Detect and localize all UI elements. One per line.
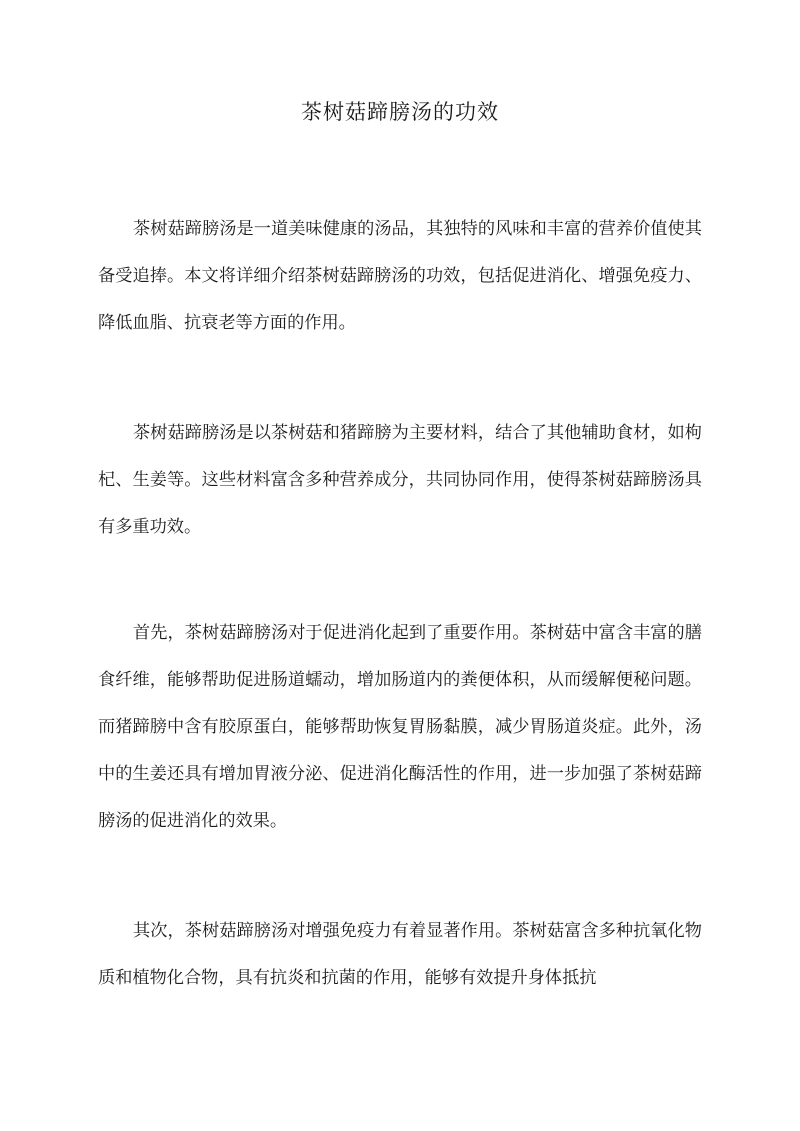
paragraph-ingredients: 茶树菇蹄膀汤是以茶树菇和猪蹄膀为主要材料，结合了其他辅助食材，如枸杞、生姜等。这些材料富含多种营养成分，共同协同作用，使得茶树菇蹄膀汤具有多重功效。 (98, 423, 702, 537)
paragraph-immunity: 其次，茶树菇蹄膀汤对增强免疫力有着显著作用。茶树菇富含多种抗氧化物质和植物化合物，具有抗炎和抗菌的作用，能够有效提升身体抵抗 (98, 921, 702, 988)
document-title: 茶树菇蹄膀汤的功效 (301, 100, 499, 124)
paragraph-digestion: 首先，茶树菇蹄膀汤对于促进消化起到了重要作用。茶树菇中富含丰富的膳食纤维，能够帮助促进肠道蠕动，增加肠道内的粪便体积，从而缓解便秘问题。而猪蹄膀中含有胶原蛋白，能够帮助恢复胃肠黏膜，减少胃肠道炎症。此外，汤中的生姜还具有增加胃液分泌、促进消化酶活性的作用，进一步加强了茶树菇蹄膀汤的促进消化的效果。 (98, 623, 702, 831)
paragraph-intro: 茶树菇蹄膀汤是一道美味健康的汤品，其独特的风味和丰富的营养价值使其备受追捧。本文将详细介绍茶树菇蹄膀汤的功效，包括促进消化、增强免疫力、降低血脂、抗衰老等方面的作用。 (98, 219, 702, 333)
